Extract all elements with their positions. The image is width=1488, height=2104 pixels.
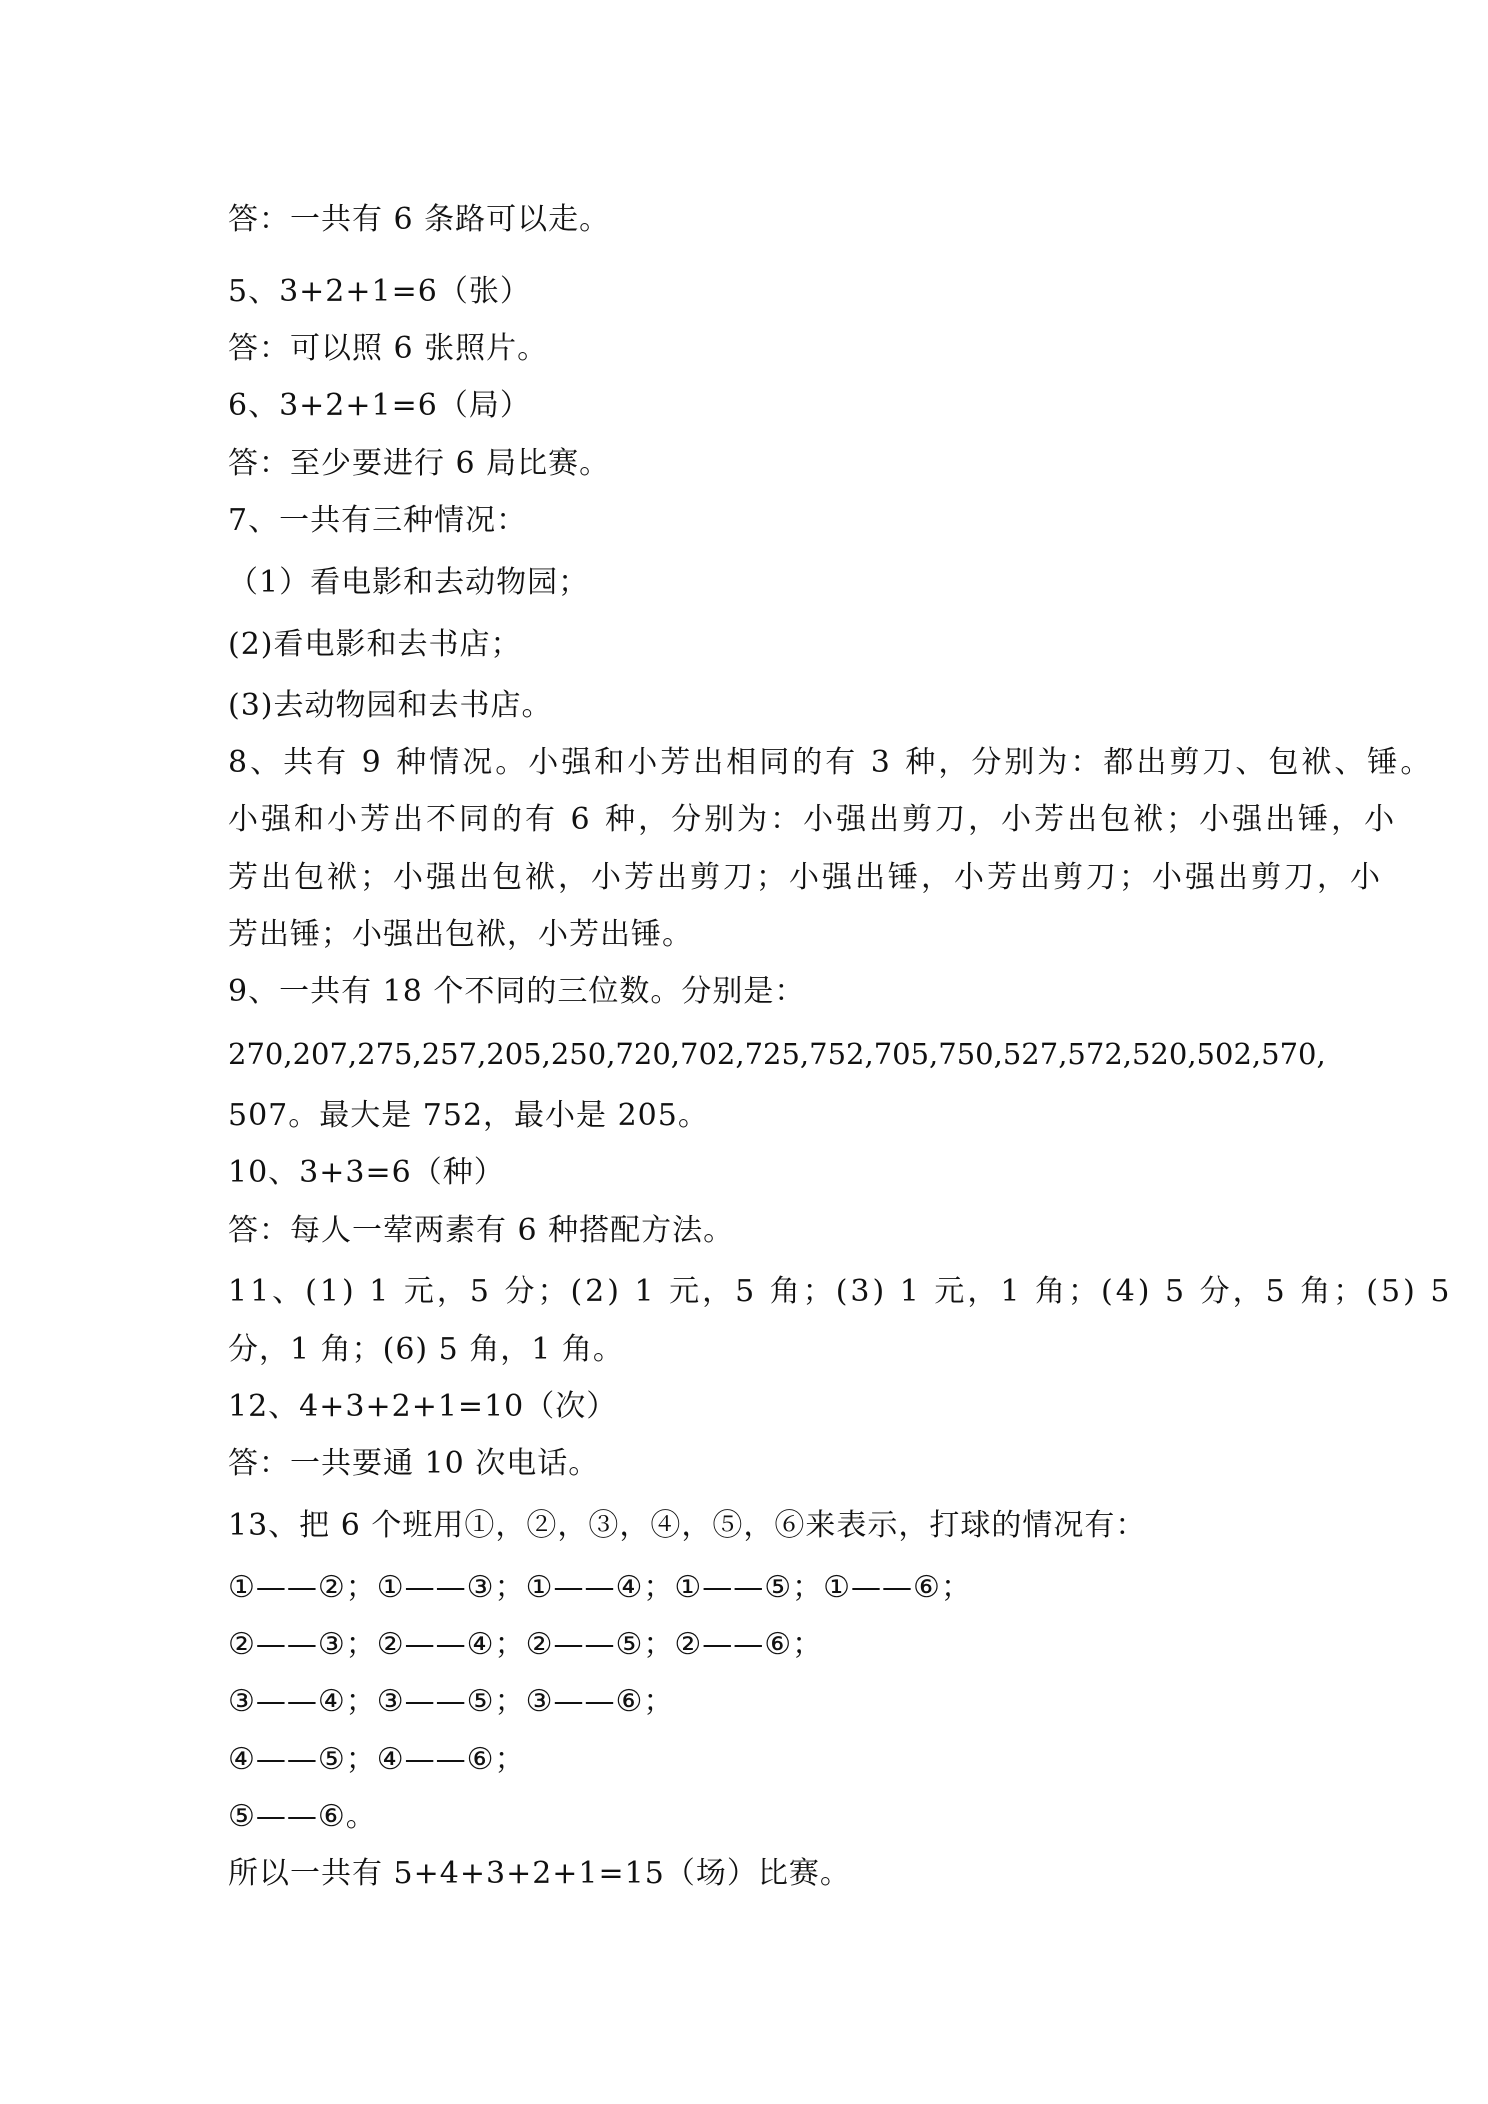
answer-line-5: 答：可以照 6 张照片。	[228, 331, 549, 366]
problem-11-line-2: 分，1 角；(6) 5 角，1 角。	[228, 1332, 624, 1367]
answer-line-10: 答：每人一荤两素有 6 种搭配方法。	[228, 1213, 735, 1248]
problem-13-intro: 13、把 6 个班用①，②，③，④，⑤，⑥来表示，打球的情况有：	[228, 1508, 1147, 1543]
problem-7-case-1: （1）看电影和去动物园；	[228, 565, 590, 600]
problem-5-equation: 5、3+2+1=6（张）	[228, 274, 531, 309]
answer-line-4: 答：一共有 6 条路可以走。	[228, 202, 611, 237]
problem-8-line-1: 8、共有 9 种情况。小强和小芳出相同的有 3 种，分别为：都出剪刀、包袱、锤。	[228, 745, 1434, 780]
pairing-row-4: ④——⑤；④——⑥；	[228, 1742, 526, 1777]
pairing-row-1: ①——②；①——③；①——④；①——⑤；①——⑥；	[228, 1570, 972, 1605]
problem-9-summary: 507。最大是 752，最小是 205。	[228, 1098, 709, 1133]
problem-8-line-2: 小强和小芳出不同的有 6 种，分别为：小强出剪刀，小芳出包袱；小强出锤，小	[228, 802, 1398, 837]
problem-7-case-3: (3)去动物园和去书店。	[228, 688, 553, 723]
pairing-row-2: ②——③；②——④；②——⑤；②——⑥；	[228, 1627, 824, 1662]
problem-9-intro: 9、一共有 18 个不同的三位数。分别是：	[228, 974, 806, 1009]
answer-line-6: 答：至少要进行 6 局比赛。	[228, 446, 611, 481]
problem-7-case-2: (2)看电影和去书店；	[228, 627, 522, 662]
answer-line-12: 答：一共要通 10 次电话。	[228, 1446, 600, 1481]
problem-8-line-4: 芳出锤；小强出包袱，小芳出锤。	[228, 917, 693, 952]
problem-6-equation: 6、3+2+1=6（局）	[228, 388, 531, 423]
pairing-row-3: ③——④；③——⑤；③——⑥；	[228, 1684, 675, 1719]
problem-11-line-1: 11、(1) 1 元，5 分；(2) 1 元，5 角；(3) 1 元，1 角；(4) 5 分，5 角；(5) 5	[228, 1274, 1453, 1309]
problem-7-intro: 7、一共有三种情况：	[228, 503, 528, 538]
problem-13-conclusion: 所以一共有 5+4+3+2+1=15（场）比赛。	[228, 1856, 851, 1891]
problem-9-numbers: 270,207,275,257,205,250,720,702,725,752,705,750,527,572,520,502,570,	[228, 1037, 1326, 1071]
problem-10-equation: 10、3+3=6（种）	[228, 1155, 505, 1190]
problem-12-equation: 12、4+3+2+1=10（次）	[228, 1389, 618, 1424]
problem-8-line-3: 芳出包袱；小强出包袱，小芳出剪刀；小强出锤，小芳出剪刀；小强出剪刀，小	[228, 860, 1383, 895]
pairing-row-5: ⑤——⑥。	[228, 1799, 377, 1834]
